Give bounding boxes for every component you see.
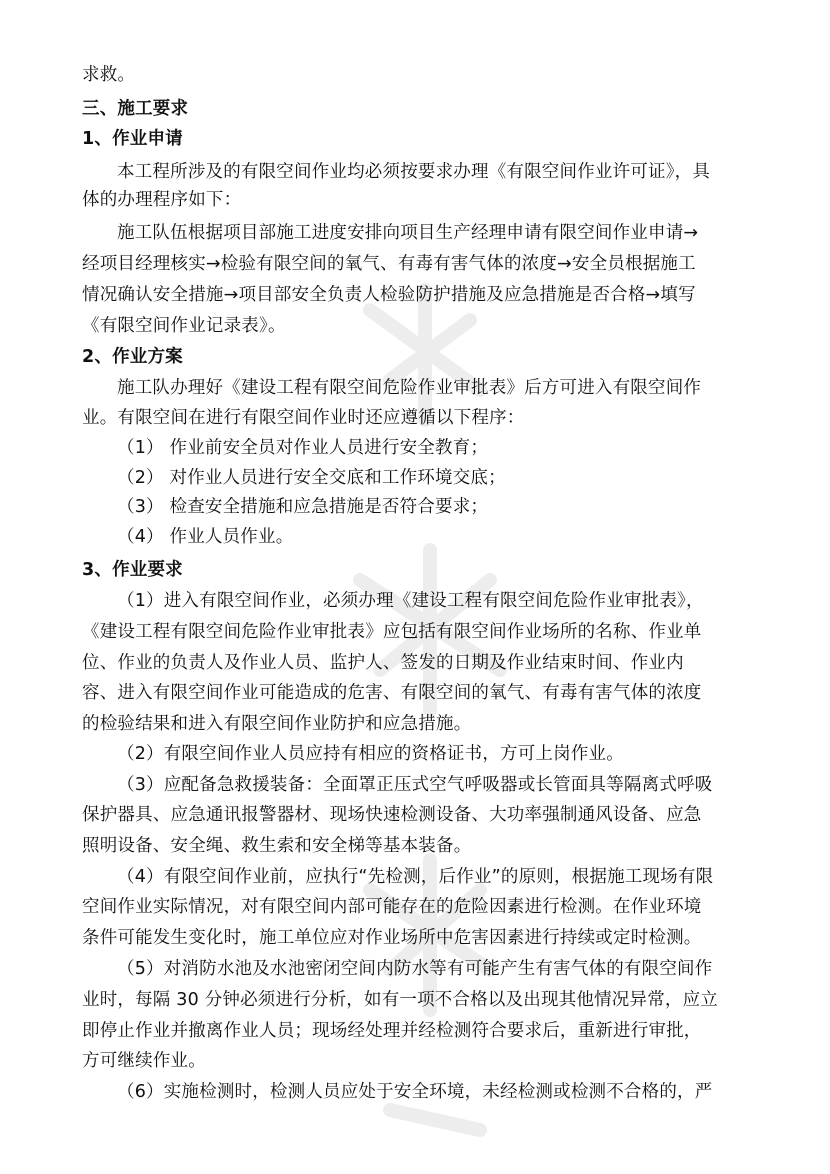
list-item: （1） 作业前安全员对作业人员进行安全教育； (117, 438, 489, 458)
text-line: 业时，每隔 30 分钟必须进行分析，如有一项不合格以及出现其他情况异常，应立 (82, 990, 718, 1010)
text-line: 空间作业实际情况，对有限空间内部可能存在的危险因素进行检测。在作业环境 (82, 897, 702, 917)
text-line: （4）有限空间作业前，应执行“先检测，后作业”的原则，根据施工现场有限 (117, 867, 714, 887)
text-line: 施工队伍根据项目部施工进度安排向项目生产经理申请有限空间作业申请→ (117, 223, 699, 243)
text-line: 《有限空间作业记录表》。 (82, 316, 286, 336)
text-line: （5）对消防水池及水池密闭空间内防水等有可能产生有害气体的有限空间作 (117, 959, 713, 979)
text-line: （1）进入有限空间作业，必须办理《建设工程有限空间危险作业审批表》， (117, 591, 704, 611)
text-line: 的检验结果和进入有限空间作业防护和应急措施。 (82, 714, 472, 734)
text-line: 经项目经理核实→检验有限空间的氧气、有毒有害气体的浓度→安全员根据施工 (82, 254, 696, 274)
section-heading: 三、施工要求 (82, 99, 189, 119)
subsection-heading: 3、作业要求 (82, 560, 183, 580)
list-item: （3） 检查安全措施和应急措施是否符合要求； (117, 497, 489, 517)
text-line: 施工队办理好《建设工程有限空间危险作业审批表》后方可进入有限空间作 (117, 378, 702, 398)
text-line: （6）实施检测时，检测人员应处于安全环境，未经检测或检测不合格的，严 (117, 1082, 713, 1102)
text-line: 方可继续作业。 (82, 1051, 206, 1071)
subsection-heading: 1、作业申请 (82, 129, 183, 149)
text-line: 条件可能发生变化时，施工单位应对作业场所中危害因素进行持续或定时检测。 (82, 928, 702, 948)
text-line: 照明设备、安全绳、救生索和安全梯等基本装备。 (82, 836, 472, 856)
text-line: 求救。 (82, 65, 136, 85)
text-line: 《建设工程有限空间危险作业审批表》应包括有限空间作业场所的名称、作业单 (82, 622, 702, 642)
text-line: 保护器具、应急通讯报警器材、现场快速检测设备、大功率强制通风设备、应急 (82, 805, 702, 825)
text-line: （2）有限空间作业人员应持有相应的资格证书，方可上岗作业。 (117, 744, 624, 764)
list-item: （4） 作业人员作业。 (117, 527, 294, 547)
text-line: 容、进入有限空间作业可能造成的危害、有限空间的氧气、有毒有害气体的浓度 (82, 683, 702, 703)
text-line: 本工程所涉及的有限空间作业均必须按要求办理《有限空间作业许可证》，具 (117, 162, 711, 182)
list-item: （2） 对作业人员进行安全交底和工作环境交底； (117, 468, 506, 488)
text-line: 即停止作业并撤离作业人员；现场经处理并经检测符合要求后，重新进行审批， (82, 1021, 702, 1041)
text-line: （3）应配备急救援装备：全面罩正压式空气呼吸器或长管面具等隔离式呼吸 (117, 775, 713, 795)
subsection-heading: 2、作业方案 (82, 347, 183, 367)
text-line: 体的办理程序如下： (82, 190, 242, 210)
text-line: 位、作业的负责人及作业人员、监护人、签发的日期及作业结束时间、作业内 (82, 653, 684, 673)
text-line: 情况确认安全措施→项目部安全负责人检验防护措施及应急措施是否合格→填写 (82, 285, 696, 305)
text-line: 业。有限空间在进行有限空间作业时还应遵循以下程序： (82, 408, 525, 428)
